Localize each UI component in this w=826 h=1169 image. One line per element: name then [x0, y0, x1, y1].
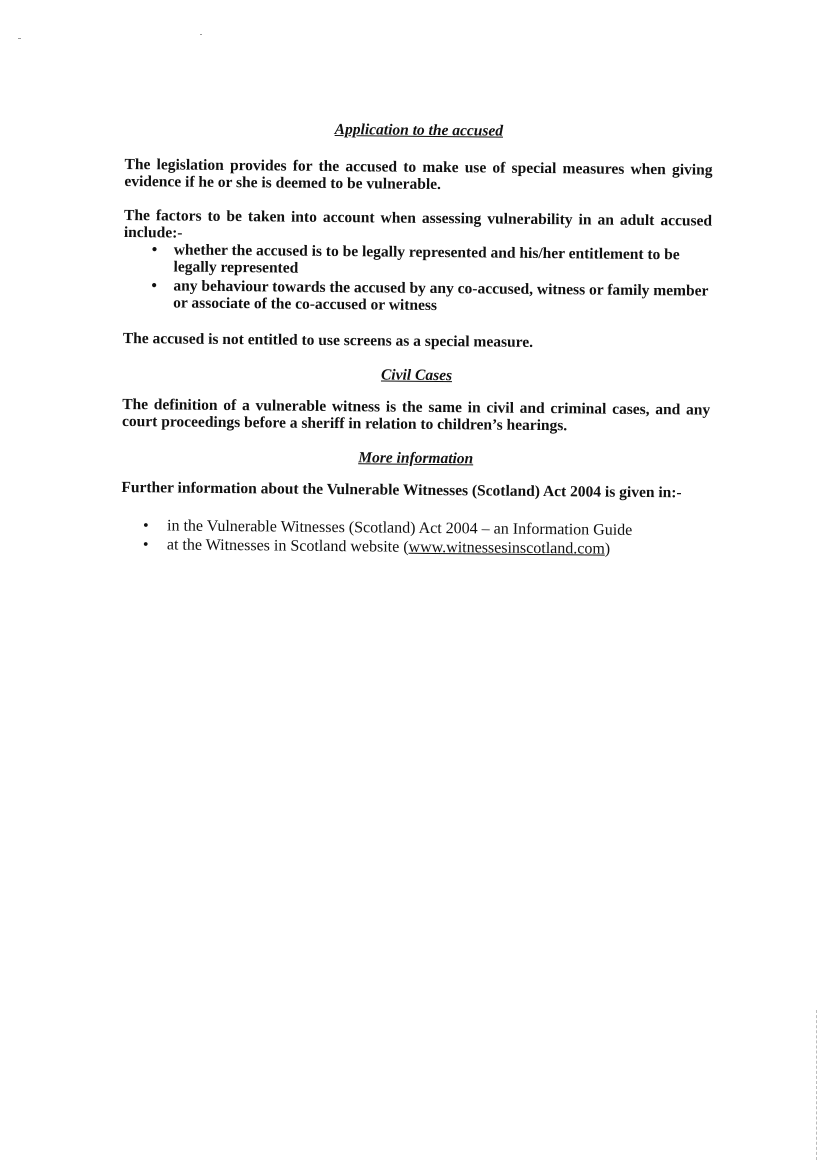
heading-application-to-accused: Application to the accused: [334, 121, 504, 140]
bullet-icon: •: [151, 277, 157, 295]
heading-more-information: More information: [358, 449, 474, 468]
scan-speck: [200, 34, 202, 35]
list-item-text: any behaviour towards the accused by any co-accused, witness or family member or associate of the co-accused or witness: [173, 277, 709, 315]
heading-civil-cases: Civil Cases: [380, 366, 453, 385]
bullet-icon: •: [151, 241, 158, 259]
document-body: [121, 118, 713, 560]
more-info-list: [121, 516, 709, 560]
list-item-text: at the Witnesses in Scotland website (: [166, 536, 409, 556]
list-item: [123, 277, 711, 317]
paragraph-factors: The factors to be taken into account when assessing vulnerability in an adult accused include:-: [123, 206, 713, 242]
paragraph-legislation: The legislation provides for the accused to make use of special measures when giving evidence if he or she is deemed to be vulnerable.: [124, 155, 713, 194]
paragraph-further-information: Further information about the Vulnerable Witnesses (Scotland) Act 2004 is given in:-: [121, 478, 682, 502]
paragraph-screens: The accused is not entitled to use screens as a special measure.: [122, 329, 534, 351]
scan-speck: [18, 38, 21, 39]
bullet-icon: •: [143, 517, 149, 535]
bullet-icon: •: [142, 536, 149, 554]
list-item: [123, 241, 711, 281]
scan-edge-marks: [816, 1010, 818, 1160]
list-item-text: in the Vulnerable Witnesses (Scotland) Act 2004 – an Information Guide: [167, 517, 633, 539]
factors-list: [123, 241, 712, 317]
website-link[interactable]: www.witnessesinscotland.com: [408, 538, 605, 558]
list-item-text-suffix: ): [604, 540, 611, 558]
paragraph-civil-definition: The definition of a vulnerable witness is the same in civil and criminal cases, and any court proceedings before a sheriff in relation to children’s hearings.: [122, 395, 711, 435]
list-item-text: whether the accused is to be legally represented and his/her entitlement to be legally represented: [173, 241, 680, 277]
